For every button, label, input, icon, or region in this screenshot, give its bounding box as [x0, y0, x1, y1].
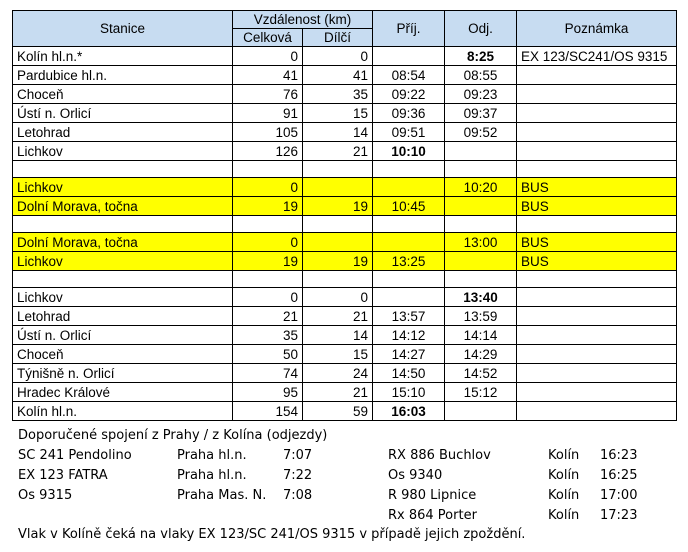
left-time: 7:08: [283, 488, 313, 503]
arrival-cell: 13:25: [373, 252, 445, 271]
table-row-bus: [13, 197, 677, 216]
total-cell: 19: [233, 197, 303, 216]
arrival-cell: 16:03: [373, 402, 445, 421]
right-train: Rx 864 Porter: [388, 508, 477, 523]
partial-cell: 15: [303, 345, 373, 364]
footer-note: Vlak v Kolíně čeká na vlaky EX 123/SC 241/OS 9315 v případě jejich zpoždění.: [18, 527, 526, 542]
departure-cell: 14:52: [445, 364, 517, 383]
arrival-cell: 10:10: [373, 142, 445, 161]
station-cell: Dolní Morava, točna: [13, 233, 233, 252]
table-row-bus: [13, 233, 677, 252]
total-cell: 41: [233, 66, 303, 85]
timetable: [12, 10, 677, 421]
partial-cell: 0: [303, 288, 373, 307]
station-cell: Lichkov: [13, 288, 233, 307]
spacer-row: [13, 271, 677, 288]
footer-heading: Doporučené spojení z Prahy / z Kolína (odjezdy): [18, 428, 328, 443]
left-station: Praha Mas. N.: [177, 488, 267, 503]
right-station: Kolín: [548, 508, 580, 523]
total-cell: 0: [233, 47, 303, 66]
arrival-cell: 15:10: [373, 383, 445, 402]
table-row: [13, 402, 677, 421]
header-note: Poznámka: [517, 11, 677, 47]
right-time: 16:25: [600, 468, 638, 483]
departure-cell: 14:14: [445, 326, 517, 345]
station-cell: Lichkov: [13, 178, 233, 197]
note-cell: BUS: [517, 197, 677, 216]
header-station: Stanice: [13, 11, 233, 47]
table-row: [13, 288, 677, 307]
total-cell: 74: [233, 364, 303, 383]
departure-cell: 10:20: [445, 178, 517, 197]
note-cell: BUS: [517, 252, 677, 271]
arrival-cell: [373, 233, 445, 252]
header-departure: Odj.: [445, 11, 517, 47]
arrival-cell: [373, 178, 445, 197]
header-partial: Dílčí: [303, 29, 373, 47]
partial-cell: 0: [303, 47, 373, 66]
total-cell: 76: [233, 85, 303, 104]
station-cell: Hradec Králové: [13, 383, 233, 402]
table-row: [13, 345, 677, 364]
partial-cell: 15: [303, 104, 373, 123]
partial-cell: [303, 178, 373, 197]
note-cell: [517, 326, 677, 345]
arrival-cell: 13:57: [373, 307, 445, 326]
right-train: R 980 Lipnice: [388, 488, 477, 503]
left-time: 7:22: [283, 468, 313, 483]
departure-cell: 08:55: [445, 66, 517, 85]
right-station: Kolín: [548, 448, 580, 463]
note-cell: [517, 402, 677, 421]
partial-cell: [303, 233, 373, 252]
arrival-cell: 10:45: [373, 197, 445, 216]
left-train: Os 9315: [18, 488, 73, 503]
total-cell: 105: [233, 123, 303, 142]
table-row: [13, 142, 677, 161]
arrival-cell: 09:22: [373, 85, 445, 104]
header-distance: Vzdálenost (km): [233, 11, 373, 29]
station-cell: Letohrad: [13, 123, 233, 142]
left-time: 7:07: [283, 448, 313, 463]
departure-cell: 09:23: [445, 85, 517, 104]
note-cell: [517, 85, 677, 104]
right-train: RX 886 Buchlov: [388, 448, 491, 463]
header-arrival: Příj.: [373, 11, 445, 47]
departure-cell: 13:59: [445, 307, 517, 326]
station-cell: Kolín hl.n.*: [13, 47, 233, 66]
station-cell: Letohrad: [13, 307, 233, 326]
arrival-cell: 14:50: [373, 364, 445, 383]
note-cell: [517, 142, 677, 161]
left-train: SC 241 Pendolino: [18, 448, 132, 463]
partial-cell: 21: [303, 383, 373, 402]
arrival-cell: 14:12: [373, 326, 445, 345]
partial-cell: 41: [303, 66, 373, 85]
total-cell: 0: [233, 288, 303, 307]
table-row: [13, 326, 677, 345]
table-row: [13, 66, 677, 85]
station-cell: Lichkov: [13, 142, 233, 161]
departure-cell: 09:52: [445, 123, 517, 142]
arrival-cell: 09:51: [373, 123, 445, 142]
right-time: 17:00: [600, 488, 638, 503]
departure-cell: [445, 402, 517, 421]
total-cell: 21: [233, 307, 303, 326]
table-row: [13, 364, 677, 383]
departure-cell: 13:00: [445, 233, 517, 252]
partial-cell: 19: [303, 252, 373, 271]
spacer-row: [13, 161, 677, 178]
left-train: EX 123 FATRA: [18, 468, 108, 483]
arrival-cell: 14:27: [373, 345, 445, 364]
departure-cell: 09:37: [445, 104, 517, 123]
partial-cell: 21: [303, 307, 373, 326]
partial-cell: 21: [303, 142, 373, 161]
table-row: [13, 307, 677, 326]
partial-cell: 14: [303, 123, 373, 142]
arrival-cell: [373, 47, 445, 66]
left-station: Praha hl.n.: [177, 468, 247, 483]
station-cell: Choceň: [13, 85, 233, 104]
arrival-cell: 08:54: [373, 66, 445, 85]
table-row: [13, 383, 677, 402]
right-time: 16:23: [600, 448, 638, 463]
note-cell: EX 123/SC241/OS 9315: [517, 47, 677, 66]
right-station: Kolín: [548, 488, 580, 503]
table-row-bus: [13, 252, 677, 271]
total-cell: 154: [233, 402, 303, 421]
partial-cell: 14: [303, 326, 373, 345]
departure-cell: 15:12: [445, 383, 517, 402]
note-cell: [517, 383, 677, 402]
note-cell: [517, 307, 677, 326]
departure-cell: 13:40: [445, 288, 517, 307]
spacer-row: [13, 216, 677, 233]
table-row: [13, 104, 677, 123]
note-cell: [517, 123, 677, 142]
departure-cell: [445, 252, 517, 271]
total-cell: 95: [233, 383, 303, 402]
table-row: [13, 85, 677, 104]
total-cell: 0: [233, 233, 303, 252]
total-cell: 91: [233, 104, 303, 123]
total-cell: 0: [233, 178, 303, 197]
total-cell: 50: [233, 345, 303, 364]
note-cell: [517, 345, 677, 364]
departure-cell: 8:25: [445, 47, 517, 66]
station-cell: Kolín hl.n.: [13, 402, 233, 421]
left-station: Praha hl.n.: [177, 448, 247, 463]
station-cell: Dolní Morava, točna: [13, 197, 233, 216]
total-cell: 19: [233, 252, 303, 271]
right-train: Os 9340: [388, 468, 443, 483]
note-cell: [517, 364, 677, 383]
station-cell: Týnišně n. Orlicí: [13, 364, 233, 383]
station-cell: Choceň: [13, 345, 233, 364]
partial-cell: 24: [303, 364, 373, 383]
note-cell: BUS: [517, 178, 677, 197]
total-cell: 126: [233, 142, 303, 161]
note-cell: [517, 104, 677, 123]
note-cell: BUS: [517, 233, 677, 252]
departure-cell: [445, 197, 517, 216]
partial-cell: 59: [303, 402, 373, 421]
right-time: 17:23: [600, 508, 638, 523]
partial-cell: 19: [303, 197, 373, 216]
note-cell: [517, 66, 677, 85]
station-cell: Lichkov: [13, 252, 233, 271]
station-cell: Ústí n. Orlicí: [13, 104, 233, 123]
arrival-cell: [373, 288, 445, 307]
table-row-bus: [13, 178, 677, 197]
departure-cell: [445, 142, 517, 161]
departure-cell: 14:29: [445, 345, 517, 364]
arrival-cell: 09:36: [373, 104, 445, 123]
station-cell: Ústí n. Orlicí: [13, 326, 233, 345]
table-row: [13, 47, 677, 66]
right-station: Kolín: [548, 468, 580, 483]
station-cell: Pardubice hl.n.: [13, 66, 233, 85]
table-row: [13, 123, 677, 142]
total-cell: 35: [233, 326, 303, 345]
note-cell: [517, 288, 677, 307]
header-total: Celková: [233, 29, 303, 47]
partial-cell: 35: [303, 85, 373, 104]
